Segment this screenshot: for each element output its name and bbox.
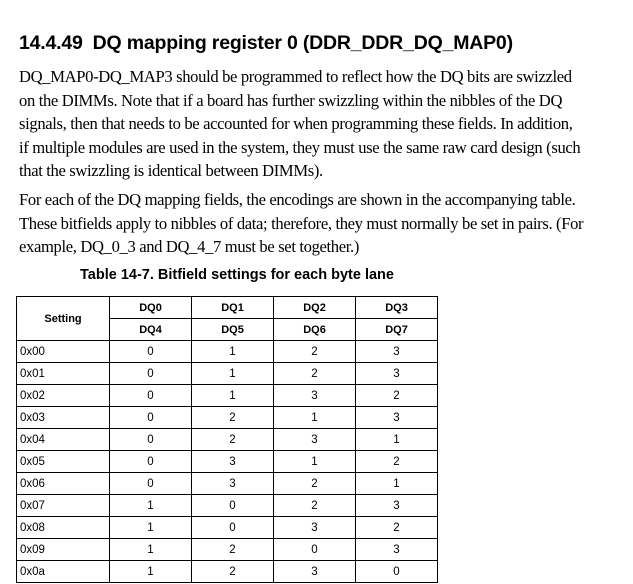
header-dq2: DQ2 <box>274 297 356 319</box>
value-cell: 2 <box>356 385 438 407</box>
paragraph-line: For each of the DQ mapping fields, the encodings are shown in the accompanying table. <box>19 190 576 209</box>
value-cell: 1 <box>110 495 192 517</box>
setting-cell: 0x03 <box>17 407 110 429</box>
header-dq1: DQ1 <box>192 297 274 319</box>
table-row <box>17 385 438 407</box>
setting-cell: 0x06 <box>17 473 110 495</box>
value-cell: 3 <box>274 385 356 407</box>
value-cell: 0 <box>192 495 274 517</box>
section-heading <box>19 32 513 55</box>
paragraph-dq-map-description <box>19 65 619 183</box>
table-row <box>17 429 438 451</box>
value-cell: 0 <box>110 429 192 451</box>
header-dq4: DQ4 <box>110 319 192 341</box>
value-cell: 0 <box>110 451 192 473</box>
value-cell: 0 <box>110 385 192 407</box>
paragraph-line: DQ_MAP0-DQ_MAP3 should be programmed to reflect how the DQ bits are swizzled <box>19 67 572 86</box>
setting-cell: 0x09 <box>17 539 110 561</box>
section-title: DQ mapping register 0 (DDR_DDR_DQ_MAP0) <box>92 32 513 54</box>
table-row <box>17 451 438 473</box>
value-cell: 3 <box>356 539 438 561</box>
value-cell: 0 <box>110 363 192 385</box>
value-cell: 3 <box>192 451 274 473</box>
value-cell: 3 <box>274 517 356 539</box>
table-row <box>17 495 438 517</box>
section-number: 14.4.49 <box>19 32 83 54</box>
value-cell: 1 <box>274 407 356 429</box>
table-row <box>17 561 438 583</box>
setting-cell: 0x0a <box>17 561 110 583</box>
value-cell: 1 <box>356 473 438 495</box>
value-cell: 1 <box>192 341 274 363</box>
setting-cell: 0x01 <box>17 363 110 385</box>
table-row <box>17 539 438 561</box>
value-cell: 2 <box>192 539 274 561</box>
table-row <box>17 341 438 363</box>
setting-cell: 0x08 <box>17 517 110 539</box>
setting-cell: 0x04 <box>17 429 110 451</box>
value-cell: 3 <box>356 363 438 385</box>
table-caption: Table 14-7. Bitfield settings for each byte lane <box>80 267 394 283</box>
value-cell: 0 <box>110 473 192 495</box>
value-cell: 3 <box>356 341 438 363</box>
setting-cell: 0x05 <box>17 451 110 473</box>
paragraph-line: that the swizzling is identical between DIMMs). <box>19 161 323 181</box>
value-cell: 1 <box>192 363 274 385</box>
paragraph-line: signals, then that needs to be accounted for when programming these fields. In addition, <box>19 114 573 134</box>
header-dq0: DQ0 <box>110 297 192 319</box>
value-cell: 3 <box>356 407 438 429</box>
value-cell: 2 <box>274 495 356 517</box>
value-cell: 0 <box>274 539 356 561</box>
table-header-row <box>17 297 438 319</box>
table-row <box>17 517 438 539</box>
header-dq7: DQ7 <box>356 319 438 341</box>
value-cell: 1 <box>274 451 356 473</box>
header-dq6: DQ6 <box>274 319 356 341</box>
value-cell: 1 <box>110 539 192 561</box>
header-dq3: DQ3 <box>356 297 438 319</box>
value-cell: 1 <box>110 517 192 539</box>
value-cell: 0 <box>110 407 192 429</box>
value-cell: 1 <box>192 385 274 407</box>
bitfield-settings-table <box>16 296 438 583</box>
value-cell: 0 <box>110 341 192 363</box>
paragraph-line: example, DQ_0_3 and DQ_4_7 must be set together.) <box>19 237 360 257</box>
setting-cell: 0x00 <box>17 341 110 363</box>
value-cell: 2 <box>356 451 438 473</box>
value-cell: 3 <box>356 495 438 517</box>
table-body <box>17 341 438 583</box>
header-dq5: DQ5 <box>192 319 274 341</box>
value-cell: 3 <box>274 561 356 583</box>
table-row <box>17 407 438 429</box>
paragraph-encodings <box>19 188 619 259</box>
paragraph-line: on the DIMMs. Note that if a board has further swizzling within the nibbles of the DQ <box>19 90 563 110</box>
paragraph-line: if multiple modules are used in the system, they must use the same raw card design (such <box>19 137 581 157</box>
value-cell: 2 <box>192 429 274 451</box>
value-cell: 2 <box>192 561 274 583</box>
value-cell: 3 <box>192 473 274 495</box>
value-cell: 0 <box>356 561 438 583</box>
value-cell: 0 <box>192 517 274 539</box>
value-cell: 2 <box>192 407 274 429</box>
table-row <box>17 473 438 495</box>
value-cell: 1 <box>356 429 438 451</box>
setting-cell: 0x02 <box>17 385 110 407</box>
value-cell: 2 <box>274 363 356 385</box>
value-cell: 3 <box>274 429 356 451</box>
value-cell: 2 <box>274 341 356 363</box>
header-setting: Setting <box>17 297 110 341</box>
setting-cell: 0x07 <box>17 495 110 517</box>
table-row <box>17 363 438 385</box>
value-cell: 2 <box>356 517 438 539</box>
value-cell: 1 <box>110 561 192 583</box>
paragraph-line: These bitfields apply to nibbles of data; therefore, they must normally be set in pairs. (For <box>19 213 584 233</box>
value-cell: 2 <box>274 473 356 495</box>
